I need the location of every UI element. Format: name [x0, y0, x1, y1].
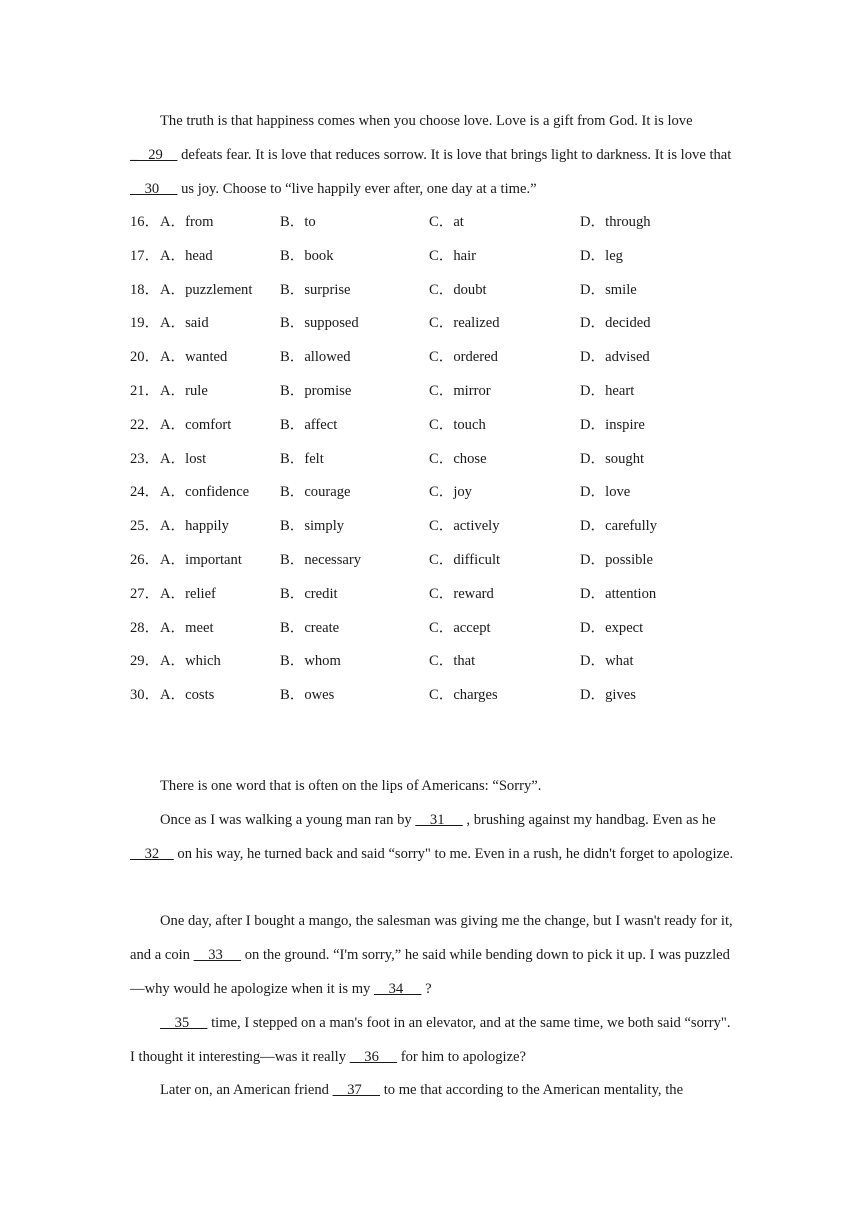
option-c[interactable]: C．joy	[429, 484, 472, 501]
option-d[interactable]: D．heart	[580, 383, 635, 399]
paragraph-text: time, I stepped on a man's foot in an elevator, and at the same time, we both said “sorry". I thought it interesting—was it really	[130, 1015, 731, 1065]
passage1-paragraph-1	[130, 105, 736, 206]
passage2-paragraph-4	[130, 1007, 736, 1075]
answer-blank[interactable]: 31	[415, 812, 463, 828]
option-d[interactable]: D．possible	[580, 552, 653, 568]
paragraph-text: for him to apologize?	[397, 1048, 526, 1065]
question-number: 25．	[130, 518, 160, 535]
paragraph-text: There is one word that is often on the lips of Americans: “Sorry”.	[160, 778, 542, 794]
option-a[interactable]: A．puzzlement	[160, 281, 253, 298]
passage2-paragraph-2	[130, 804, 736, 872]
option-a[interactable]: A．lost	[160, 450, 207, 467]
paragraph-text: defeats fear. It is love that reduces sorrow. It is love that brings light to darkness. It is love that	[177, 146, 732, 163]
paragraph-text: Later on, an American friend	[160, 1082, 333, 1098]
option-c[interactable]: C．actively	[429, 518, 500, 535]
answer-blank[interactable]: 33	[193, 946, 242, 963]
question-number: 19．	[130, 315, 160, 332]
question-number: 23．	[130, 450, 160, 467]
question-number: 28．	[130, 619, 160, 636]
option-d[interactable]: D．advised	[580, 349, 650, 366]
answer-blank[interactable]: 35	[160, 1015, 208, 1031]
paragraph-text: to me that according to the American mentality, the	[380, 1082, 684, 1098]
option-b[interactable]: B．credit	[280, 585, 338, 602]
option-a[interactable]: A．which	[160, 653, 221, 670]
question-number: 16．	[130, 214, 160, 230]
option-a[interactable]: A．meet	[160, 619, 214, 636]
question-number: 26．	[130, 552, 160, 568]
option-b[interactable]: B．create	[280, 619, 340, 636]
paragraph-text: us joy. Choose to “live happily ever after, one day at a time.”	[177, 180, 537, 197]
option-d[interactable]: D．what	[580, 653, 634, 670]
answer-blank[interactable]: 34	[374, 980, 422, 997]
option-b[interactable]: B．necessary	[280, 552, 362, 568]
option-d[interactable]: D．decided	[580, 315, 651, 332]
option-a[interactable]: A．wanted	[160, 349, 228, 366]
option-d[interactable]: D．sought	[580, 450, 645, 467]
paragraph-text: on the ground. “I'm sorry,” he said while bending down to pick it up. I was puzzled—why would he apologize when it is my	[130, 946, 730, 997]
question-number: 24．	[130, 484, 160, 501]
answer-blank[interactable]: 30	[130, 180, 178, 197]
option-a[interactable]: A．head	[160, 247, 213, 264]
passage2-paragraph-3	[130, 905, 736, 1006]
question-number: 30．	[130, 687, 160, 704]
passage2-paragraph-5	[130, 1074, 736, 1108]
option-b[interactable]: B．simply	[280, 518, 345, 535]
option-b[interactable]: B．promise	[280, 383, 352, 399]
option-a[interactable]: A．from	[160, 214, 214, 230]
answer-blank[interactable]: 36	[349, 1048, 398, 1065]
option-c[interactable]: C．charges	[429, 687, 498, 704]
question-number: 17．	[130, 247, 160, 264]
paragraph-text: , brushing against my handbag. Even as he	[462, 812, 716, 828]
question-number: 22．	[130, 416, 160, 433]
answer-blank[interactable]: 37	[332, 1082, 381, 1098]
option-c[interactable]: C．doubt	[429, 281, 487, 298]
option-b[interactable]: B．surprise	[280, 281, 351, 298]
paragraph-text: One day, after I bought a mango, the salesman was giving me the change, but I wasn't ready for it, and a coin	[130, 913, 733, 963]
passage2-paragraph-1	[130, 770, 736, 804]
option-b[interactable]: B．felt	[280, 450, 324, 467]
question-number: 29．	[130, 653, 160, 670]
option-a[interactable]: A．comfort	[160, 416, 232, 433]
option-d[interactable]: D．attention	[580, 585, 657, 602]
option-a[interactable]: A．relief	[160, 585, 216, 602]
paragraph-text: on his way, he turned back and said “sorry" to me. Even in a rush, he didn't forget to apologize.	[173, 845, 734, 862]
option-c[interactable]: C．chose	[429, 450, 487, 467]
option-b[interactable]: B．book	[280, 247, 334, 264]
option-b[interactable]: B．courage	[280, 484, 351, 501]
paragraph-text: The truth is that happiness comes when you choose love. Love is a gift from God. It is love	[160, 113, 693, 129]
option-d[interactable]: D．carefully	[580, 518, 657, 535]
option-c[interactable]: C．that	[429, 653, 476, 670]
question-number: 18．	[130, 281, 160, 298]
option-a[interactable]: A．rule	[160, 383, 208, 399]
option-d[interactable]: D．inspire	[580, 416, 645, 433]
option-c[interactable]: C．accept	[429, 619, 491, 636]
option-c[interactable]: C．at	[429, 214, 464, 230]
answer-blank[interactable]: _ 29	[130, 146, 178, 163]
option-b[interactable]: B．owes	[280, 687, 335, 704]
answer-blank[interactable]: 32	[130, 845, 174, 862]
option-c[interactable]: C．ordered	[429, 349, 498, 366]
option-c[interactable]: C．reward	[429, 585, 494, 602]
question-number: 21．	[130, 383, 160, 399]
option-b[interactable]: B．affect	[280, 416, 338, 433]
option-a[interactable]: A．important	[160, 552, 242, 568]
option-d[interactable]: D．expect	[580, 619, 644, 636]
option-a[interactable]: A．costs	[160, 687, 215, 704]
option-c[interactable]: C．difficult	[429, 552, 501, 568]
option-c[interactable]: C．mirror	[429, 383, 491, 399]
question-number: 27．	[130, 585, 160, 602]
option-b[interactable]: B．to	[280, 214, 316, 230]
option-b[interactable]: B．whom	[280, 653, 341, 670]
option-a[interactable]: A．said	[160, 315, 209, 332]
paragraph-text: Once as I was walking a young man ran by	[160, 812, 416, 828]
option-a[interactable]: A．happily	[160, 518, 229, 535]
option-b[interactable]: B．allowed	[280, 349, 351, 366]
option-c[interactable]: C．touch	[429, 416, 486, 433]
paragraph-text: ?	[421, 980, 432, 997]
option-d[interactable]: D．gives	[580, 687, 636, 704]
option-c[interactable]: C．realized	[429, 315, 500, 332]
option-b[interactable]: B．supposed	[280, 315, 359, 332]
option-d[interactable]: D．love	[580, 484, 631, 501]
option-d[interactable]: D．leg	[580, 247, 623, 264]
option-d[interactable]: D．smile	[580, 281, 637, 298]
option-c[interactable]: C．hair	[429, 247, 477, 264]
option-a[interactable]: A．confidence	[160, 484, 250, 501]
option-d[interactable]: D．through	[580, 214, 651, 230]
question-number: 20．	[130, 349, 160, 366]
